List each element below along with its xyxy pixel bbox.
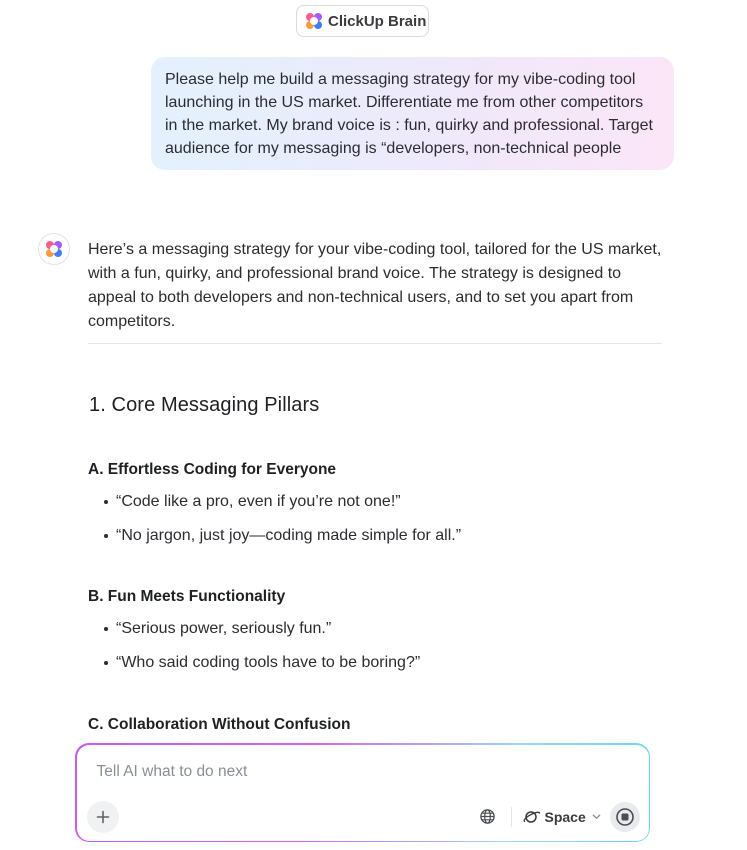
- clickup-brain-logo-icon: [46, 241, 62, 257]
- list-item-text: “Who said coding tools have to be boring?”: [116, 654, 421, 671]
- bullet-dot: [104, 534, 108, 538]
- user-message-text: Please help me build a messaging strategy for my vibe-coding tool launching in the US market. Differentiate me from other competitors in the market. My brand voice is : fun, quirky and professional. Target audience for my messaging is “developers, non-technical people: [165, 71, 653, 157]
- subsection-title: B. Fun Meets Functionality: [88, 588, 286, 605]
- stop-button[interactable]: [610, 802, 640, 832]
- assistant-message: [88, 238, 668, 334]
- list-item: [104, 654, 420, 672]
- clickup-brain-logo-icon: [306, 13, 322, 29]
- list-item: [104, 527, 461, 545]
- brand-pill[interactable]: [296, 5, 429, 37]
- user-message-bubble: [151, 57, 674, 170]
- chevron-down-icon: [591, 811, 602, 822]
- add-button[interactable]: [87, 801, 119, 833]
- list-item-text: “No jargon, just joy—coding made simple for all.”: [116, 527, 462, 544]
- plus-icon: [96, 810, 110, 824]
- web-search-button[interactable]: [477, 806, 499, 828]
- bullet-dot: [104, 661, 108, 665]
- bullet-dot: [104, 627, 108, 631]
- assistant-intro-text: Here’s a messaging strategy for your vibe-coding tool, tailored for the US market, with a fun, quirky, and professional brand voice. The strategy is designed to appeal to both developers and non-technical users, and to set you apart from competitors.: [88, 241, 662, 330]
- subsection-title: C. Collaboration Without Confusion: [88, 716, 351, 733]
- space-label: Space: [544, 808, 586, 825]
- list-item: [104, 620, 331, 638]
- toolbar-separator: [511, 807, 512, 827]
- composer: [75, 743, 650, 842]
- stop-icon: [615, 807, 635, 827]
- list-item: [104, 493, 401, 511]
- divider: [88, 343, 662, 344]
- section-title: 1. Core Messaging Pillars: [89, 394, 320, 416]
- prompt-input[interactable]: [97, 759, 617, 785]
- list-item-text: “Code like a pro, even if you’re not one!”: [116, 493, 401, 510]
- composer-inner: [77, 745, 649, 841]
- space-selector[interactable]: [522, 805, 602, 829]
- subsection-title: A. Effortless Coding for Everyone: [88, 461, 337, 478]
- list-item-text: “Serious power, seriously fun.”: [116, 620, 332, 637]
- brand-title: ClickUp Brain: [328, 12, 427, 30]
- bullet-dot: [104, 500, 108, 504]
- planet-icon: [522, 808, 540, 826]
- assistant-avatar: [38, 233, 70, 265]
- globe-icon: [479, 808, 496, 825]
- scroll-clip: [0, 712, 747, 733]
